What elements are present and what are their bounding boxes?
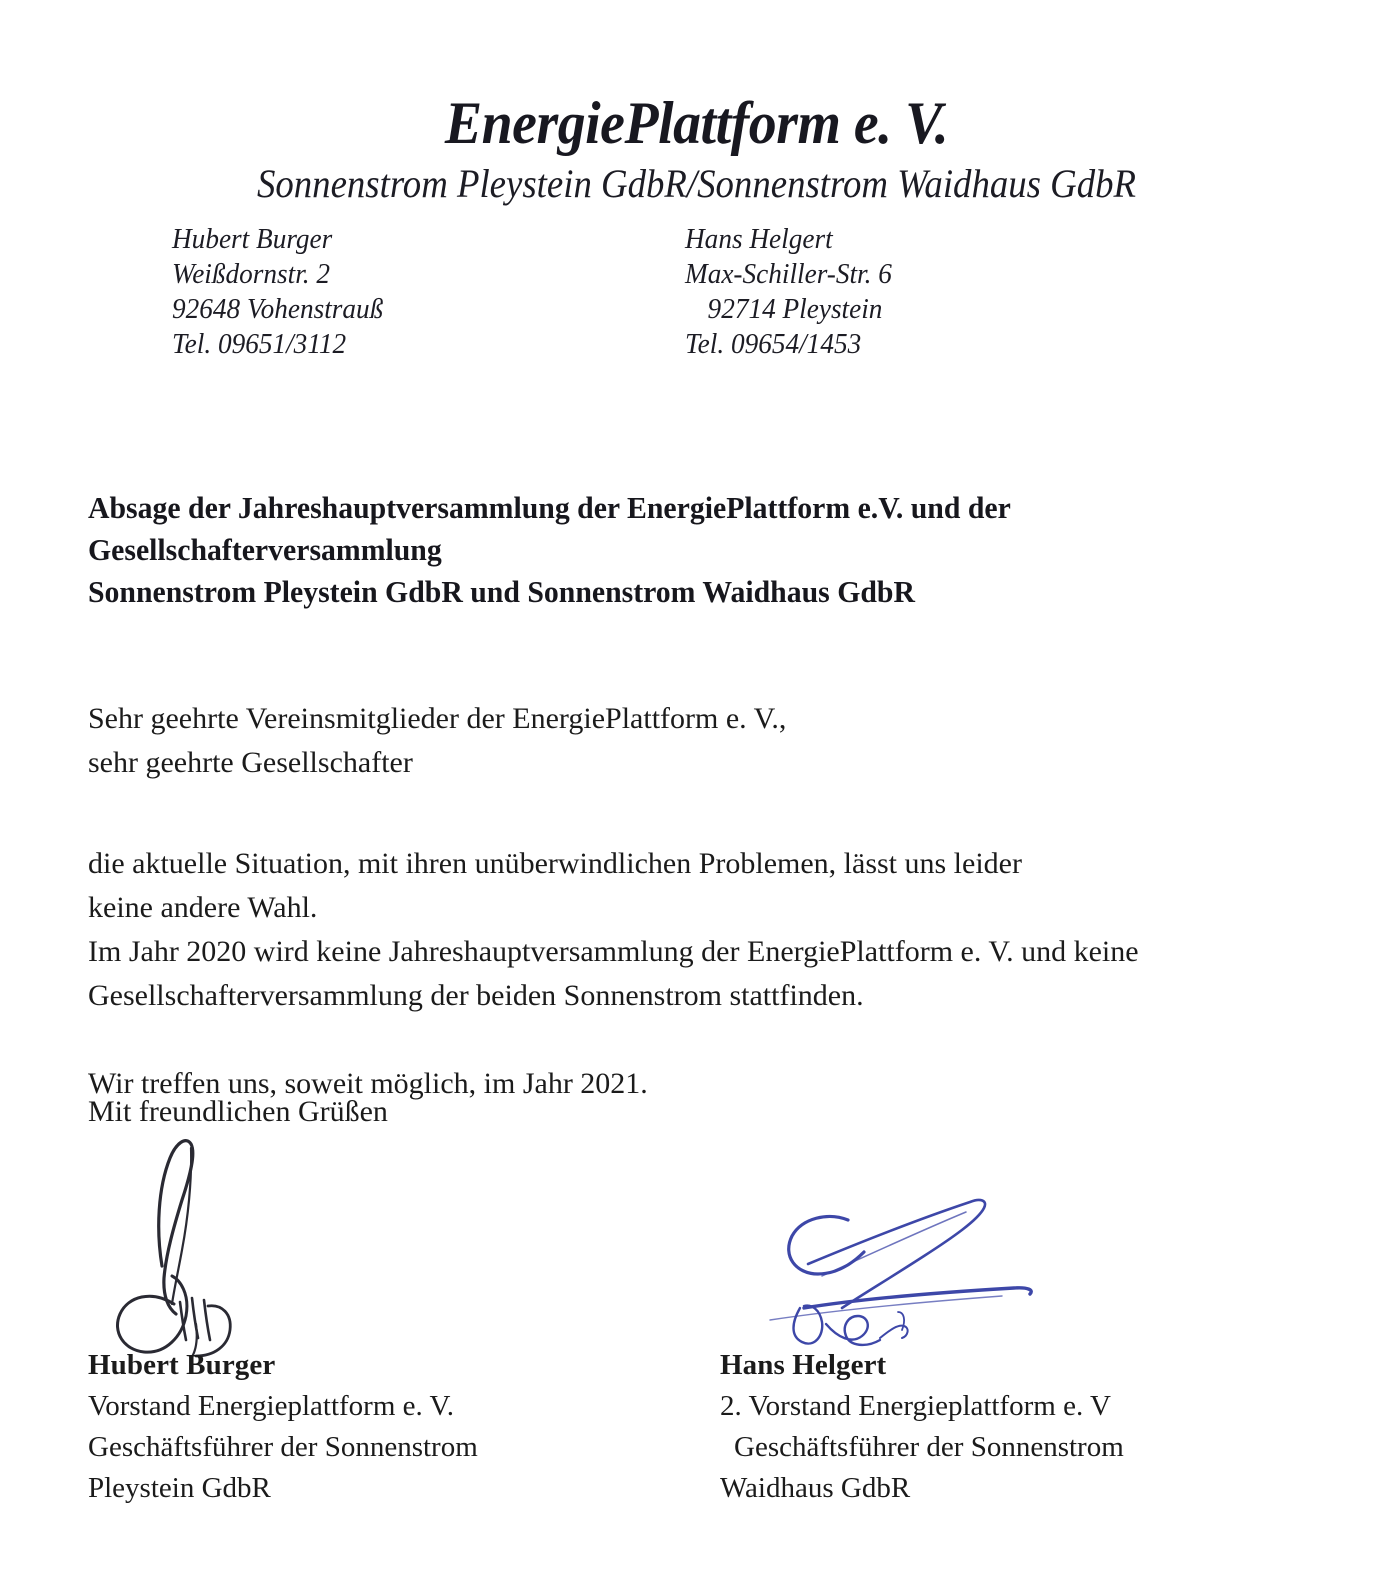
contact-right-name: Hans Helgert [685,223,833,255]
organization-title: EnergiePlattform e. V. [444,90,949,156]
subject-line-2: Gesellschafterversammlung [88,532,442,567]
contact-right-city: 92714 Pleystein [707,293,883,325]
signature-block-left [88,1345,478,1509]
body-line-3: Im Jahr 2020 wird keine Jahreshauptversammlung der EnergiePlattform e. V. und keine [88,935,1139,968]
salutation-line-2: sehr geehrte Gesellschafter [88,746,413,779]
signature-block-right [720,1345,1124,1509]
signatory-right-name: Hans Helgert [720,1349,887,1381]
contact-left-phone: Tel. 09651/3112 [172,328,347,360]
body-line-1: die aktuelle Situation, mit ihren unüberwindlichen Problemen, lässt uns leider [88,847,1022,880]
contact-left-street: Weißdornstr. 2 [172,258,331,290]
contact-block [0,222,1393,372]
body-line-2: keine andere Wahl. [88,891,318,924]
signatory-right-role-3: Waidhaus GdbR [720,1472,911,1504]
signatory-right-role-1: 2. Vorstand Energieplattform e. V [720,1390,1111,1422]
letter-body [88,842,1328,1106]
subject-line-1: Absage der Jahreshauptversammlung der EnergiePlattform e.V. und der [88,490,1011,525]
contact-right-street: Max-Schiller-Str. 6 [685,258,892,290]
letterhead [0,92,1393,206]
body-line-4: Gesellschafterversammlung der beiden Sonnenstrom stattfinden. [88,979,864,1012]
signatory-left-role-1: Vorstand Energieplattform e. V. [88,1390,454,1422]
salutation [88,697,1308,785]
signatory-left-role-2: Geschäftsführer der Sonnenstrom [88,1431,478,1463]
contact-right-phone: Tel. 09654/1453 [685,328,862,360]
paragraph-spacer [88,1018,1328,1062]
body-paragraph-2: Wir treffen uns, soweit möglich, im Jahr 2021. [88,1067,648,1100]
signatory-right-role-2: Geschäftsführer der Sonnenstrom [734,1431,1124,1463]
salutation-line-1: Sehr geehrte Vereinsmitglieder der EnergiePlattform e. V., [88,702,787,735]
contact-column-right [685,222,892,362]
signatory-left-role-3: Pleystein GdbR [88,1472,271,1504]
subject-heading [88,487,1259,613]
closing-salutation: Mit freundlichen Grüßen [88,1095,388,1128]
signature-hubert-burger [96,1118,316,1358]
contact-column-left [172,222,383,362]
signature-hans-helgert [756,1168,1056,1353]
signatory-left-name: Hubert Burger [88,1349,276,1381]
contact-left-city: 92648 Vohenstrauß [172,293,384,325]
subject-line-3: Sonnenstrom Pleystein GdbR und Sonnenstrom Waidhaus GdbR [88,574,915,609]
organization-subtitle: Sonnenstrom Pleystein GdbR/Sonnenstrom Waidhaus GdbR [256,160,1137,206]
contact-left-name: Hubert Burger [172,223,333,255]
